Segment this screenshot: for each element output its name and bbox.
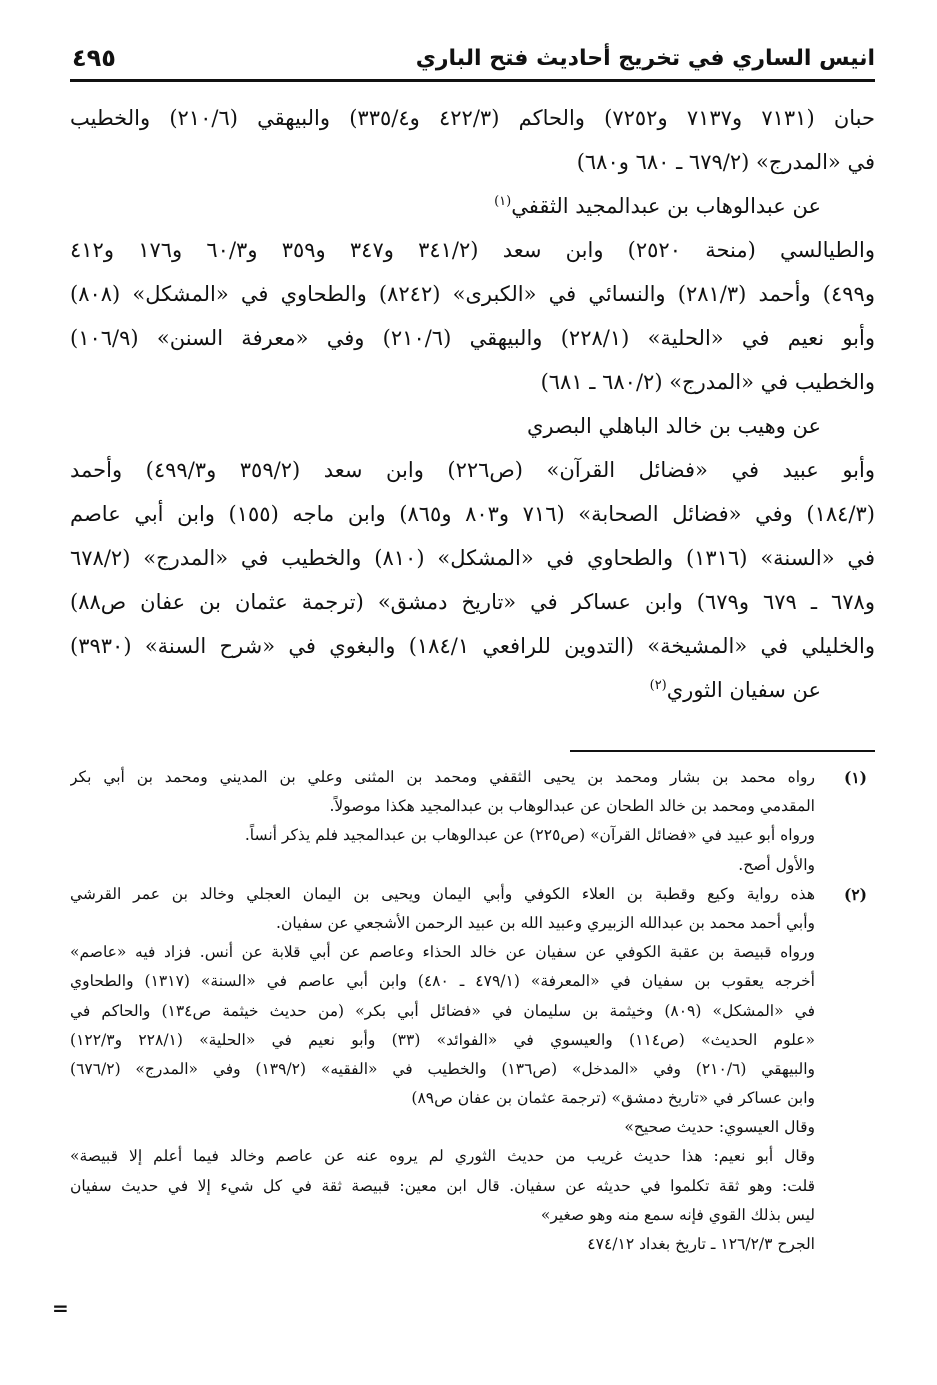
footnote-line — [70, 880, 875, 909]
footnote-line: «علوم الحديث» (ص١١٤) والعيسوي في «الفوائد» (٣٣) وأبو نعيم في «الحلية» (٢٢٨/١ و١٢٢/٣) — [70, 1030, 816, 1049]
footnote-ref-1[interactable]: (١) — [494, 194, 512, 209]
text-line: و٤٩٩) وأحمد (٢٨١/٣) والنسائي في «الكبرى» (٨٢٤٢) والطحاوي في «المشكل» (٨٠٨) — [70, 282, 875, 306]
text-line: وأبو نعيم في «الحلية» (٢٢٨/١) والبيهقي (٢١٠/٦) وفي «معرفة السنن» (١٠٦/٩) — [70, 326, 875, 350]
footnote-line: وقال العيسوي: حديث صحيح» — [624, 1118, 815, 1137]
text-line: في «السنة» (١٣١٦) والطحاوي في «المشكل» (٨١٠) والخطيب في «المدرج» (٦٧٨/٢ — [70, 546, 875, 570]
footnote-line — [70, 763, 875, 792]
continuation-mark: = — [52, 1296, 69, 1320]
text-line: والطيالسي (منحة ٢٥٢٠) وابن سعد (٣٤١/٢ و٣٤٧ و٣٥٩ و٦٠/٣ و١٧٦ و٤١٢ — [70, 238, 875, 262]
page-number: ٤٩٥ — [72, 44, 116, 72]
text-line: حبان (٧١٣١ و٧١٣٧ و٧٢٥٢) والحاكم (٤٢٢/٣ و٣٣٥/٤) والبيهقي (٢١٠/٦) والخطيب — [70, 106, 875, 130]
footnote-line: والأول أصح. — [738, 855, 815, 874]
chain-heading-text: عن سفيان الثوري — [666, 678, 821, 702]
text-line: في «المدرج» (٦٧٩/٢ ـ ٦٨٠ و٦٨٠) — [576, 150, 875, 174]
chain-heading — [70, 184, 875, 228]
footnote-line: ورواه أبو عبيد في «فضائل القرآن» (ص٢٢٥) عن عبدالوهاب بن عبدالمجيد فلم يذكر أنساً. — [244, 826, 815, 845]
book-title: انيس الساري في تخريج أحاديث فتح الباري — [415, 46, 875, 71]
header-rule — [70, 79, 875, 82]
footnote-line: قلت: وهو ثقة تكلموا في حديثه عن سفيان. قال ابن معين: قبيصة ثقة في كل شيء إلا في حديث سفيان — [70, 1176, 815, 1195]
footnote-line: ورواه قبيصة بن عقبة الكوفي عن سفيان عن خالد الحذاء وعاصم عن أبي قلابة عن أنس. فزاد فيه «عاصم» — [70, 943, 815, 962]
footnote-line: أخرجه يعقوب بن سفيان في «المعرفة» (٤٧٩/١ ـ ٤٨٠) وابن أبي عاصم في «السنة» (١٣١٧) والطحاوي — [70, 972, 815, 991]
chain-heading — [70, 668, 875, 712]
footnote-line: ليس بذلك القوي فإنه سمع منه وهو صغير» — [540, 1205, 815, 1224]
footnote-line: والبيهقي (٢١٠/٦) وفي «المدخل» (ص١٣٦) والخطيب في «الفقيه» (١٣٩/٢) وفي «المدرج» (٦٧٦/٢) — [70, 1059, 816, 1078]
footnote-separator — [570, 750, 875, 752]
main-text — [70, 96, 875, 712]
footnote-ref-2[interactable]: (٢) — [649, 678, 667, 693]
footnote-text: رواه محمد بن بشار ومحمد بن يحيى الثقفي ومحمد بن المثنى وعلي بن المديني ومحمد بن أبي بكر — [70, 768, 815, 786]
chain-heading-text: عن عبدالوهاب بن عبدالمجيد الثقفي — [511, 194, 821, 218]
text-line: (١٨٤/٣) وفي «فضائل الصحابة» (٧١٦ و٨٠٣ و٨٦٥) وابن ماجه (١٥٥) وابن أبي عاصم — [70, 502, 875, 526]
footnote-line: وابن عساكر في «تاريخ دمشق» (ترجمة عثمان بن عفان ص٨٩) — [411, 1089, 815, 1108]
text-line: والخطيب في «المدرج» (٦٨٠/٢ ـ ٦٨١) — [540, 370, 875, 394]
chain-heading: عن وهيب بن خالد الباهلي البصري — [527, 414, 821, 438]
footnote-line: وقال أبو نعيم: هذا حديث غريب من حديث الثوري لم يروه عنه عن عاصم وخالد فيما أعلم إلا قبيصة» — [70, 1147, 815, 1166]
footnote-line: وأبي أحمد محمد بن عبدالله الزبيري وعبيد الله بن عبيد الرحمن الأشجعي عن سفيان. — [276, 913, 815, 932]
footnote-number-2: (٢) — [843, 884, 867, 904]
running-header — [70, 40, 875, 84]
footnotes — [70, 763, 875, 1259]
footnote-text: هذه رواية وكيع وقطبة بن العلاء الكوفي وأبي اليمان ويحيى بن اليمان العجلي وخالد بن عمر القرشي — [70, 884, 815, 903]
text-line: و٦٧٨ ـ ٦٧٩ و٦٧٩) وابن عساكر في «تاريخ دمشق» (ترجمة عثمان بن عفان ص٨٨) — [70, 590, 875, 614]
footnote-line: المقدمي ومحمد بن خالد الطحان عن عبدالوهاب بن عبدالمجيد هكذا موصولاً. — [329, 797, 815, 816]
text-line: والخليلي في «المشيخة» (التدوين للرافعي ١٨٤/١) والبغوي في «شرح السنة» (٣٩٣٠) — [70, 634, 875, 658]
footnote-line: الجرح ١٢٦/٢/٣ ـ تاريخ بغداد ٤٧٤/١٢ — [587, 1235, 815, 1253]
text-line: وأبو عبيد في «فضائل القرآن» (ص٢٢٦) وابن سعد (٣٥٩/٢ و٤٩٩/٣) وأحمد — [70, 458, 875, 482]
footnote-number-1: (١) — [843, 768, 867, 787]
footnote-line: في «المشكل» (٨٠٩) وخيثمة بن سليمان في «فضائل أبي بكر» (من حديث خيثمة ص١٣٤) والحاكم في — [70, 1001, 816, 1020]
